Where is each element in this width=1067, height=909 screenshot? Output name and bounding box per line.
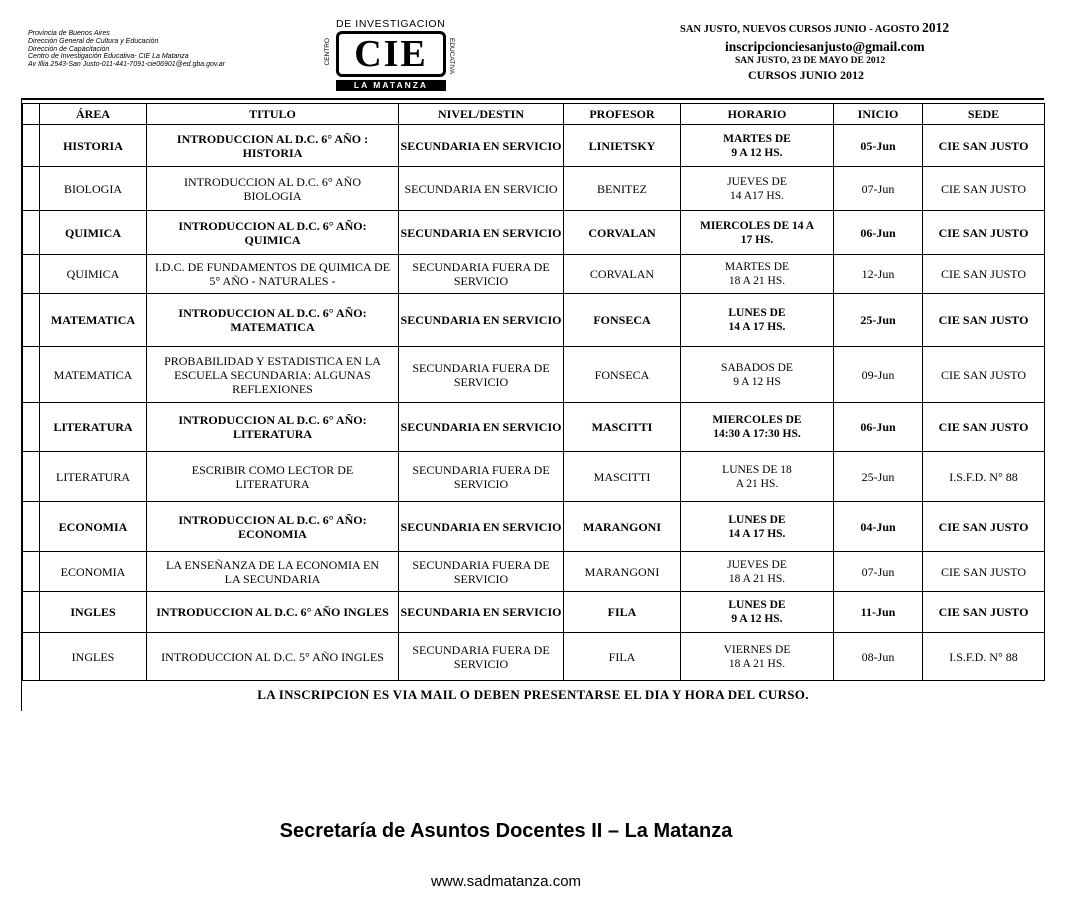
courses-title: CURSOS JUNIO 2012 <box>748 68 865 82</box>
table-row <box>23 592 1045 633</box>
cell-sede: CIE SAN JUSTO <box>923 125 1045 167</box>
titulo-line: LITERATURA <box>235 476 310 491</box>
titulo-line: BIOLOGIA <box>243 188 302 203</box>
titulo-line: ESCUELA SECUNDARIA: ALGUNAS <box>174 367 371 382</box>
cell-horario <box>681 211 834 255</box>
footer-title: Secretaría de Asuntos Docentes II – La Matanza <box>279 820 733 842</box>
cell-inicio: 06-Jun <box>834 211 923 255</box>
table-row <box>23 552 1045 592</box>
blank-cell <box>23 211 40 255</box>
blank-cell <box>23 552 40 592</box>
blank-cell <box>23 255 40 294</box>
cell-profesor: CORVALAN <box>564 255 681 294</box>
cell-area: MATEMATICA <box>40 347 147 403</box>
blank-cell <box>23 403 40 452</box>
course-header-line <box>680 20 1000 38</box>
cell-inicio: 08-Jun <box>834 633 923 681</box>
horario-day: LUNES DE <box>728 513 786 526</box>
cell-inicio: 25-Jun <box>834 294 923 347</box>
cell-inicio: 07-Jun <box>834 552 923 592</box>
cell-titulo <box>147 211 399 255</box>
cell-area: BIOLOGIA <box>40 167 147 211</box>
blank-cell <box>23 347 40 403</box>
horario-day: SABADOS DE <box>721 361 793 374</box>
cie-logo <box>324 18 474 90</box>
cell-sede: CIE SAN JUSTO <box>923 502 1045 552</box>
course-header-year: 2012 <box>922 20 950 35</box>
cell-nivel: SECUNDARIA EN SERVICIO <box>399 592 564 633</box>
cell-nivel: SECUNDARIA EN SERVICIO <box>399 502 564 552</box>
cell-horario <box>681 294 834 347</box>
logo-left-text: CENTRO <box>324 38 331 66</box>
blank-cell <box>23 452 40 502</box>
cell-area: QUIMICA <box>40 211 147 255</box>
header-profesor: PROFESOR <box>564 104 681 125</box>
titulo-line: HISTORIA <box>242 145 303 160</box>
horario-time: A 21 HS. <box>735 477 779 490</box>
horario-time: 17 HS. <box>740 233 774 246</box>
cell-sede: CIE SAN JUSTO <box>923 211 1045 255</box>
cell-sede: CIE SAN JUSTO <box>923 403 1045 452</box>
titulo-line: INTRODUCCION AL D.C. 6° AÑO: <box>178 218 367 233</box>
cell-titulo <box>147 452 399 502</box>
cell-horario <box>681 403 834 452</box>
cell-horario <box>681 552 834 592</box>
cell-titulo <box>147 502 399 552</box>
cell-sede: I.S.F.D. N° 88 <box>923 452 1045 502</box>
table-row <box>23 294 1045 347</box>
horario-time: 14 A 17 HS. <box>728 321 786 333</box>
cell-area: INGLES <box>40 633 147 681</box>
titulo-line: QUIMICA <box>244 232 301 247</box>
blank-cell <box>23 633 40 681</box>
table-row <box>23 502 1045 552</box>
cell-area: QUIMICA <box>40 255 147 294</box>
cell-profesor: BENITEZ <box>564 167 681 211</box>
cell-profesor: LINIETSKY <box>564 125 681 167</box>
table-row <box>23 167 1045 211</box>
cell-profesor: MARANGONI <box>564 502 681 552</box>
header-inicio: INICIO <box>834 104 923 125</box>
titulo-line: INTRODUCCION AL D.C. 6° AÑO: <box>178 306 367 320</box>
blank-cell <box>23 125 40 167</box>
cell-inicio: 05-Jun <box>834 125 923 167</box>
cell-sede: CIE SAN JUSTO <box>923 167 1045 211</box>
cell-nivel: SECUNDARIA FUERA DE SERVICIO <box>399 552 564 592</box>
titulo-line: LA SECUNDARIA <box>224 571 321 586</box>
cell-profesor: CORVALAN <box>564 211 681 255</box>
titulo-line: 5° AÑO - NATURALES - <box>209 274 336 288</box>
cell-profesor: FONSECA <box>564 294 681 347</box>
horario-time: 14 A17 HS. <box>730 189 784 202</box>
cell-inicio: 07-Jun <box>834 167 923 211</box>
logo-top-text: DE INVESTIGACION <box>336 18 446 30</box>
cell-sede: CIE SAN JUSTO <box>923 552 1045 592</box>
titulo-line: INTRODUCCION AL D.C. 6° AÑO INGLES <box>156 605 389 619</box>
cell-nivel: SECUNDARIA FUERA DE SERVICIO <box>399 452 564 502</box>
logo-box <box>336 31 446 77</box>
cell-inicio: 04-Jun <box>834 502 923 552</box>
cell-titulo <box>147 125 399 167</box>
header-nivel: NIVEL/DESTIN <box>399 104 564 125</box>
horario-time: 9 A 12 HS. <box>731 613 783 625</box>
institution-line: Centro de Investigación Educativa- CIE La Matanza <box>28 53 189 61</box>
contact-email: inscripcionciesanjusto@gmail.com <box>725 39 925 54</box>
horario-time: 9 A 12 HS. <box>731 146 783 159</box>
titulo-line: INTRODUCCION AL D.C. 6° AÑO: <box>178 512 367 527</box>
table-row <box>23 633 1045 681</box>
course-header <box>580 20 1000 83</box>
table-row <box>23 452 1045 502</box>
titulo-line: ESCRIBIR COMO LECTOR DE <box>191 462 354 477</box>
cell-area: LITERATURA <box>40 452 147 502</box>
horario-time: 9 A 12 HS <box>733 375 781 388</box>
header-rule <box>22 98 1044 100</box>
blank-cell <box>23 592 40 633</box>
cell-titulo <box>147 552 399 592</box>
cell-horario <box>681 347 834 403</box>
horario-day: JUEVES DE <box>727 558 787 571</box>
table-row <box>23 403 1045 452</box>
document-date: SAN JUSTO, 23 DE MAYO DE 2012 <box>735 56 886 66</box>
cell-area: MATEMATICA <box>40 294 147 347</box>
table-row <box>23 347 1045 403</box>
horario-day: JUEVES DE <box>727 175 787 188</box>
horario-day: MIERCOLES DE <box>712 414 802 426</box>
footer-url: www.sadmatanza.com <box>430 873 582 890</box>
blank-header <box>23 104 40 125</box>
cell-inicio: 25-Jun <box>834 452 923 502</box>
cell-area: LITERATURA <box>40 403 147 452</box>
header-horario: HORARIO <box>681 104 834 125</box>
cell-nivel: SECUNDARIA EN SERVICIO <box>399 211 564 255</box>
courses-table <box>22 103 1045 681</box>
cell-nivel: SECUNDARIA EN SERVICIO <box>399 403 564 452</box>
cell-titulo <box>147 347 399 403</box>
table-row <box>23 125 1045 167</box>
cell-horario <box>681 167 834 211</box>
horario-day: MARTES DE <box>723 132 791 145</box>
cell-sede: CIE SAN JUSTO <box>923 592 1045 633</box>
cell-nivel: SECUNDARIA EN SERVICIO <box>399 167 564 211</box>
institution-line: Provincia de Buenos Aires <box>28 30 110 37</box>
cell-sede: CIE SAN JUSTO <box>923 255 1045 294</box>
cell-profesor: FONSECA <box>564 347 681 403</box>
cell-nivel: SECUNDARIA FUERA DE SERVICIO <box>399 347 564 403</box>
institution-line: Av Illia 2543-San Justo-011-441-7091-cie06901@ed.gba.gov.ar <box>28 61 226 69</box>
titulo-line: MATEMATICA <box>230 320 315 334</box>
header-area: ÁREA <box>40 104 147 125</box>
blank-cell <box>23 167 40 211</box>
institution-line: Dirección General de Cultura y Educación <box>28 37 159 45</box>
cell-horario <box>681 125 834 167</box>
cell-sede: I.S.F.D. N° 88 <box>923 633 1045 681</box>
cell-inicio: 12-Jun <box>834 255 923 294</box>
course-header-title: SAN JUSTO, NUEVOS CURSOS JUNIO - AGOSTO <box>680 24 920 35</box>
cell-inicio: 11-Jun <box>834 592 923 633</box>
cell-profesor: FILA <box>564 633 681 681</box>
titulo-line: INTRODUCCION AL D.C. 6° AÑO : <box>176 131 369 146</box>
horario-time: 18 A 21 HS. <box>728 657 786 670</box>
logo-bottom-text: LA MATANZA <box>336 80 446 91</box>
cell-titulo <box>147 167 399 211</box>
cell-titulo <box>147 403 399 452</box>
cell-nivel: SECUNDARIA EN SERVICIO <box>399 294 564 347</box>
cell-sede: CIE SAN JUSTO <box>923 294 1045 347</box>
cell-nivel: SECUNDARIA FUERA DE SERVICIO <box>399 633 564 681</box>
registration-note: LA INSCRIPCION ES VIA MAIL O DEBEN PRESENTARSE EL DIA Y HORA DEL CURSO. <box>257 687 809 702</box>
cell-titulo <box>147 592 399 633</box>
horario-day: LUNES DE 18 <box>722 463 792 476</box>
horario-day: LUNES DE <box>728 599 786 611</box>
cell-area: INGLES <box>40 592 147 633</box>
titulo-line: PROBABILIDAD Y ESTADISTICA EN LA <box>164 353 381 368</box>
cell-titulo <box>147 633 399 681</box>
cell-profesor: FILA <box>564 592 681 633</box>
horario-day: MIERCOLES DE 14 A <box>699 219 815 232</box>
cell-profesor: MASCITTI <box>564 403 681 452</box>
table-row <box>23 255 1045 294</box>
horario-day: VIERNES DE <box>723 643 791 656</box>
cell-nivel: SECUNDARIA FUERA DE SERVICIO <box>399 255 564 294</box>
cell-horario <box>681 255 834 294</box>
horario-day: MARTES DE <box>724 261 790 273</box>
table-row <box>23 211 1045 255</box>
header-sede: SEDE <box>923 104 1045 125</box>
cell-titulo <box>147 255 399 294</box>
horario-time: 14 A 17 HS. <box>728 527 786 540</box>
cell-inicio: 06-Jun <box>834 403 923 452</box>
cell-area: ECONOMIA <box>40 502 147 552</box>
institution-header <box>28 30 308 69</box>
horario-time: 14:30 A 17:30 HS. <box>713 428 801 440</box>
cell-profesor: MASCITTI <box>564 452 681 502</box>
cell-inicio: 09-Jun <box>834 347 923 403</box>
cell-nivel: SECUNDARIA EN SERVICIO <box>399 125 564 167</box>
titulo-line: LITERATURA <box>232 427 313 441</box>
logo-right-text: EDUCATIVA <box>448 38 455 75</box>
horario-time: 18 A 21 HS. <box>728 572 786 585</box>
horario-time: 18 A 21 HS. <box>728 275 786 287</box>
titulo-line: LA ENSEÑANZA DE LA ECONOMIA EN <box>166 557 379 572</box>
logo-big-text: CIE <box>354 33 428 75</box>
titulo-line: INTRODUCCION AL D.C. 5° AÑO INGLES <box>161 649 384 664</box>
cell-horario <box>681 633 834 681</box>
titulo-line: REFLEXIONES <box>232 381 313 396</box>
table-header-row <box>23 104 1045 125</box>
cell-horario <box>681 452 834 502</box>
cell-horario <box>681 592 834 633</box>
blank-cell <box>23 502 40 552</box>
cell-area: ECONOMIA <box>40 552 147 592</box>
cell-titulo <box>147 294 399 347</box>
header-titulo: TITULO <box>147 104 399 125</box>
horario-day: LUNES DE <box>728 307 786 319</box>
titulo-line: I.D.C. DE FUNDAMENTOS DE QUIMICA DE <box>154 260 391 274</box>
cell-horario <box>681 502 834 552</box>
cell-sede: CIE SAN JUSTO <box>923 347 1045 403</box>
cell-profesor: MARANGONI <box>564 552 681 592</box>
titulo-line: INTRODUCCION AL D.C. 6° AÑO: <box>178 413 367 427</box>
institution-line: Dirección de Capacitación <box>28 45 110 53</box>
titulo-line: INTRODUCCION AL D.C. 6° AÑO <box>183 174 362 189</box>
blank-cell <box>23 294 40 347</box>
cell-area: HISTORIA <box>40 125 147 167</box>
titulo-line: ECONOMIA <box>238 526 307 541</box>
